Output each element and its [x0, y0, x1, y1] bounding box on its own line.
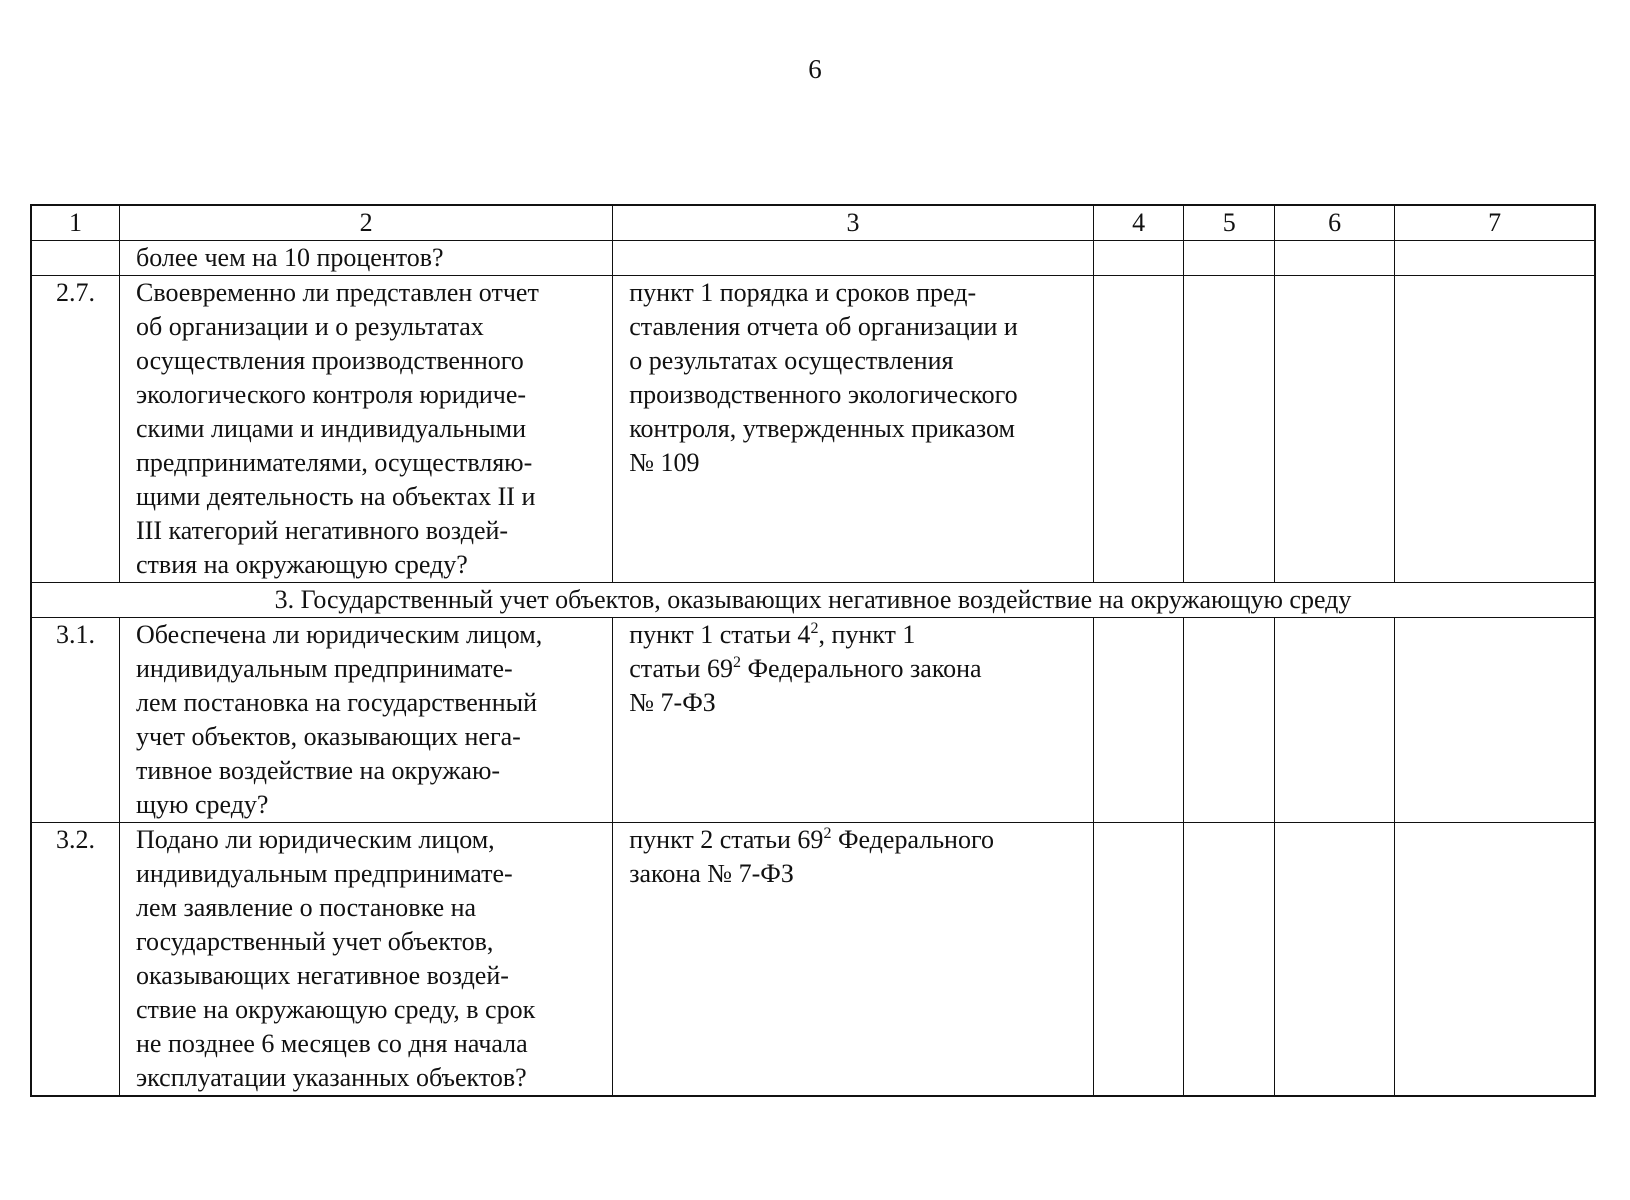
question-line: III категорий негативного воздей-	[136, 516, 509, 545]
question-line: более чем на 10 процентов?	[136, 243, 444, 272]
superscript: 2	[810, 620, 819, 637]
empty-cell-col-4	[1093, 618, 1184, 823]
empty-cell-col-5	[1184, 618, 1275, 823]
reference-text: о результатах осуществления	[629, 346, 954, 375]
reference-line	[629, 378, 1083, 412]
question-line: ствия на окружающую среду?	[136, 550, 468, 579]
item-number: 3.2.	[31, 823, 120, 1097]
reference-text: Федерального закона	[740, 654, 982, 683]
question-line: лем постановка на государственный	[136, 688, 537, 717]
reference-cell	[613, 618, 1094, 823]
empty-cell-col-7	[1395, 241, 1595, 276]
question-cell	[120, 823, 613, 1097]
question-line: скими лицами и индивидуальными	[136, 414, 526, 443]
empty-cell-col-4	[1093, 276, 1184, 583]
question-line: осуществления производственного	[136, 346, 524, 375]
column-number-2: 2	[120, 205, 613, 241]
reference-text: ставления отчета об организации и	[629, 312, 1018, 341]
table-row	[31, 241, 1595, 276]
reference-line	[629, 652, 1083, 686]
checklist-table	[30, 204, 1596, 1097]
column-number-row	[31, 205, 1595, 241]
column-number-7: 7	[1395, 205, 1595, 241]
question-line: ствие на окружающую среду, в срок	[136, 995, 536, 1024]
question-line: лем заявление о постановке на	[136, 893, 477, 922]
reference-text: № 7-ФЗ	[629, 688, 716, 717]
reference-line	[629, 276, 1083, 310]
question-line: тивное воздействие на окружаю-	[136, 756, 501, 785]
question-line: щую среду?	[136, 790, 269, 819]
question-line: не позднее 6 месяцев со дня начала	[136, 1029, 528, 1058]
empty-cell-col-5	[1184, 823, 1275, 1097]
empty-cell-col-6	[1275, 241, 1395, 276]
table-row	[31, 823, 1595, 1097]
question-line: Своевременно ли представлен отчет	[136, 278, 539, 307]
empty-cell-col-7	[1395, 276, 1595, 583]
reference-line	[629, 618, 1083, 652]
empty-cell-col-4	[1093, 823, 1184, 1097]
section-title: 3. Государственный учет объектов, оказывающих негативное воздействие на окружающую среду	[31, 583, 1595, 618]
reference-cell	[613, 823, 1094, 1097]
reference-line	[629, 310, 1083, 344]
superscript: 2	[823, 825, 832, 842]
reference-text: закона № 7-ФЗ	[629, 859, 794, 888]
reference-text: Федерального	[831, 825, 994, 854]
question-line: об организации и о результатах	[136, 312, 484, 341]
question-line: эксплуатации указанных объектов?	[136, 1063, 527, 1092]
reference-line	[629, 344, 1083, 378]
table-row	[31, 618, 1595, 823]
column-number-5: 5	[1184, 205, 1275, 241]
empty-cell-col-6	[1275, 276, 1395, 583]
reference-text: пункт 1 порядка и сроков пред-	[629, 278, 977, 307]
item-number	[31, 241, 120, 276]
reference-line	[629, 446, 1083, 480]
reference-cell	[613, 241, 1094, 276]
reference-text: пункт 1 статьи 4	[629, 620, 811, 649]
reference-line	[629, 823, 1083, 857]
question-line: Обеспечена ли юридическим лицом,	[136, 620, 543, 649]
table-row	[31, 276, 1595, 583]
question-line: щими деятельность на объектах II и	[136, 482, 536, 511]
empty-cell-col-7	[1395, 618, 1595, 823]
page-number: 6	[808, 54, 822, 84]
question-cell	[120, 276, 613, 583]
empty-cell-col-7	[1395, 823, 1595, 1097]
question-line: экологического контроля юридиче-	[136, 380, 527, 409]
reference-line	[629, 686, 1083, 720]
superscript: 2	[732, 654, 741, 671]
empty-cell-col-6	[1275, 618, 1395, 823]
reference-text: пункт 2 статьи 69	[629, 825, 824, 854]
question-cell	[120, 618, 613, 823]
reference-line	[629, 857, 1083, 891]
column-number-6: 6	[1275, 205, 1395, 241]
question-line: Подано ли юридическим лицом,	[136, 825, 495, 854]
item-number: 2.7.	[31, 276, 120, 583]
question-line: оказывающих негативное воздей-	[136, 961, 509, 990]
reference-text: № 109	[629, 448, 700, 477]
reference-cell	[613, 276, 1094, 583]
empty-cell-col-6	[1275, 823, 1395, 1097]
question-line: учет объектов, оказывающих нега-	[136, 722, 521, 751]
empty-cell-col-5	[1184, 276, 1275, 583]
column-number-3: 3	[613, 205, 1094, 241]
reference-line	[629, 412, 1083, 446]
column-number-4: 4	[1093, 205, 1184, 241]
question-line: индивидуальным предпринимате-	[136, 654, 513, 683]
reference-text: , пункт 1	[818, 620, 916, 649]
question-line: предпринимателями, осуществляю-	[136, 448, 533, 477]
reference-text: контроля, утвержденных приказом	[629, 414, 1015, 443]
question-line: индивидуальным предпринимате-	[136, 859, 513, 888]
reference-text: статьи 69	[629, 654, 733, 683]
section-row	[31, 583, 1595, 618]
empty-cell-col-4	[1093, 241, 1184, 276]
column-number-1: 1	[31, 205, 120, 241]
question-line: государственный учет объектов,	[136, 927, 494, 956]
question-cell	[120, 241, 613, 276]
item-number: 3.1.	[31, 618, 120, 823]
reference-text: производственного экологического	[629, 380, 1018, 409]
empty-cell-col-5	[1184, 241, 1275, 276]
